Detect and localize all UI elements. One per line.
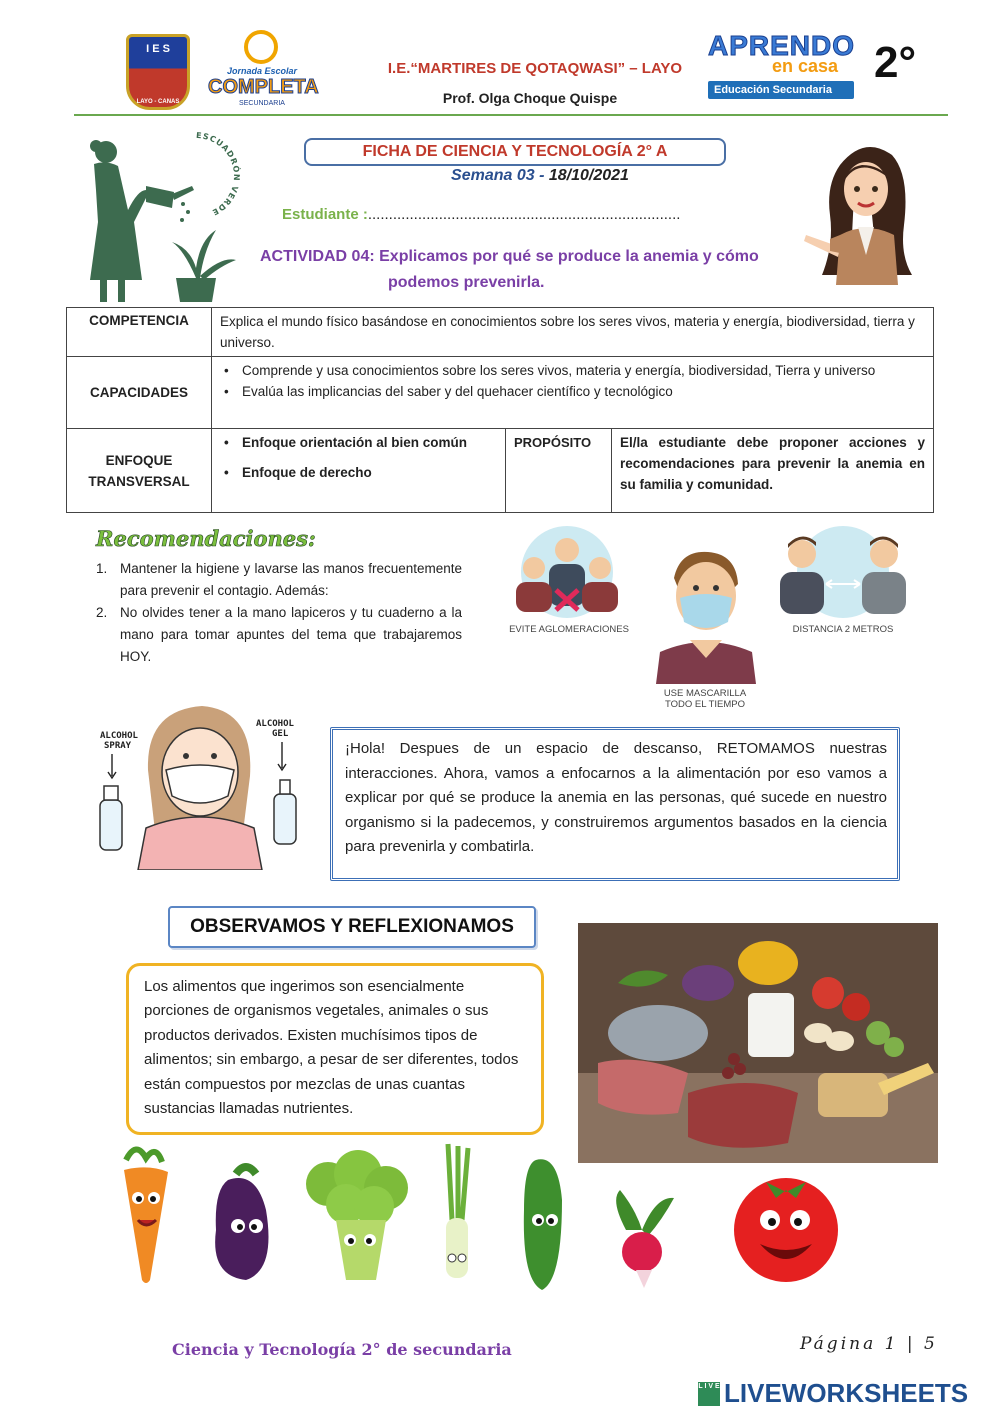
jornada-escolar-logo: Jornada Escolar COMPLETA SECUNDARIA [208, 30, 316, 102]
capacidad-item: • Comprende y usa conocimientos sobre los seres vivos, materia y energía, biodiversidad, Tierra y universo [220, 360, 925, 381]
carrot-icon [124, 1149, 168, 1283]
food-photo [578, 923, 938, 1163]
tomato-icon [734, 1178, 838, 1282]
semana-line [420, 167, 660, 185]
alcohol-gel-label-1: ALCOHOL [256, 719, 294, 729]
semana-label: Semana 03 - [451, 167, 545, 184]
list-item: 1. Mantener la higiene y lavarse las manos frecuentemente para prevenir el contagio. Además: [96, 561, 462, 598]
school-name: I.E.“MARTIRES DE QOTAQWASI” – LAYO [387, 60, 683, 77]
svg-text:ESCUADRÓN VERDE [196, 131, 243, 217]
alcohol-spray-label-1: ALCOHOL [100, 731, 138, 741]
liveworksheets-name: LIVEWORKSHEETS [724, 1378, 969, 1408]
liveworksheets-badge-icon: L I V E [698, 1382, 720, 1406]
alcohol-spray-label-2: SPRAY [104, 741, 132, 751]
teacher-name: Prof. Olga Choque Quispe [442, 90, 618, 106]
grade-label: 2° [874, 38, 917, 87]
table-row [67, 429, 934, 513]
distance-caption: DISTANCIA 2 METROS [792, 624, 894, 635]
activity-line-1: ACTIVIDAD 04: Explicamos por qué se produce la anemia y cómo [260, 248, 759, 265]
prevention-illustrations [494, 524, 914, 714]
liveworksheets-brand[interactable] [698, 1378, 998, 1410]
competencia-label: COMPETENCIA [67, 308, 212, 357]
activity-line-2: podemos prevenirla. [388, 274, 545, 291]
proposito-label: PROPÓSITO [506, 429, 612, 513]
proposito-text: El/la estudiante debe proponer acciones y recomendaciones para prevenir la anemia en su familia y comunidad. [612, 429, 934, 513]
table-row [67, 357, 934, 429]
broccoli-icon [306, 1150, 408, 1280]
enfoque-item: • Enfoque de derecho [220, 462, 497, 483]
avoid-crowds-caption: EVITE AGLOMERACIONES [509, 624, 629, 635]
capacidades-cell [212, 357, 934, 429]
list-item: 2. No olvides tener a la mano lapiceros y tu cuaderno a la mano para tomar apuntes del tema que trabajaremos HOY. [96, 605, 462, 664]
vegetables-illustration [96, 1140, 916, 1300]
cucumber-icon [524, 1159, 562, 1290]
teacher-illustration [800, 135, 930, 285]
student-dots: ........................................................................... [367, 206, 681, 223]
leek-icon [446, 1144, 468, 1278]
capacidad-item: • Evalúa las implicancias del saber y del quehacer científico y tecnológico [220, 381, 925, 402]
student-label: Estudiante : [282, 206, 368, 223]
school-crest-logo: I E S LAYO - CANAS [126, 34, 190, 110]
activity-title [260, 244, 820, 296]
capacidades-label: CAPACIDADES [67, 357, 212, 429]
alcohol-gel-label-2: GEL [272, 729, 289, 739]
enfoque-item: • Enfoque orientación al bien común [220, 432, 497, 453]
mask-person-icon [650, 548, 760, 684]
header-divider [74, 114, 948, 116]
mask-caption: USE MASCARILLA TODO EL TIEMPO [663, 688, 747, 710]
competency-table [66, 307, 934, 513]
observamos-title: OBSERVAMOS Y REFLEXIONAMOS [168, 906, 536, 948]
ficha-title: FICHA DE CIENCIA Y TECNOLOGÍA 2° A [304, 138, 726, 166]
page-number: Página 1 | 5 [800, 1334, 938, 1354]
observamos-text: Los alimentos que ingerimos son esencialmente porciones de organismos vegetales, animales o sus productos derivados. Existen muchísimos tipos de alimentos; sin embargo, a pesar de ser diferentes, todos están compuestos por mezclas de unas cuantas sustancias llamadas nutrientes. [144, 978, 519, 1118]
recomendaciones-title: Recomendaciones: [96, 526, 316, 551]
clock-icon [244, 30, 278, 64]
student-name-field[interactable] [282, 206, 802, 223]
recomendaciones-list [96, 558, 462, 668]
footer-course: Ciencia y Tecnología 2° de secundaria [172, 1340, 512, 1359]
table-row [67, 308, 934, 357]
escuadron-verde-badge-text: ESCUADRÓN VERDE [195, 130, 242, 218]
eggplant-icon [215, 1167, 268, 1280]
radish-icon [616, 1190, 674, 1288]
semana-date: 18/10/2021 [548, 167, 629, 184]
enfoque-label: ENFOQUE TRANSVERSAL [67, 429, 212, 513]
aprendo-en-casa-logo: APRENDO en casa Educación Secundaria [708, 30, 854, 108]
gardener-illustration [76, 130, 256, 306]
competencia-text: Explica el mundo físico basándose en conocimientos sobre los seres vivos, materia y energía, biodiversidad, tierra y universo. [212, 308, 934, 357]
crowd-icon [504, 524, 630, 620]
social-distance-icon [778, 524, 908, 620]
intro-text: ¡Hola! Despues de un espacio de descanso, RETOMAMOS nuestras interacciones. Ahora, vamos a enfocarnos a la alimentación por eso vamos a explicar por qué se produce la anemia en las personas, qué sucede en nuestro organismo si la padecemos, y construiremos argumentos basados en la ciencia para prevenirla y combatirla. [345, 740, 887, 855]
sanitizer-illustration [86, 690, 316, 870]
enfoques-cell [212, 429, 506, 513]
